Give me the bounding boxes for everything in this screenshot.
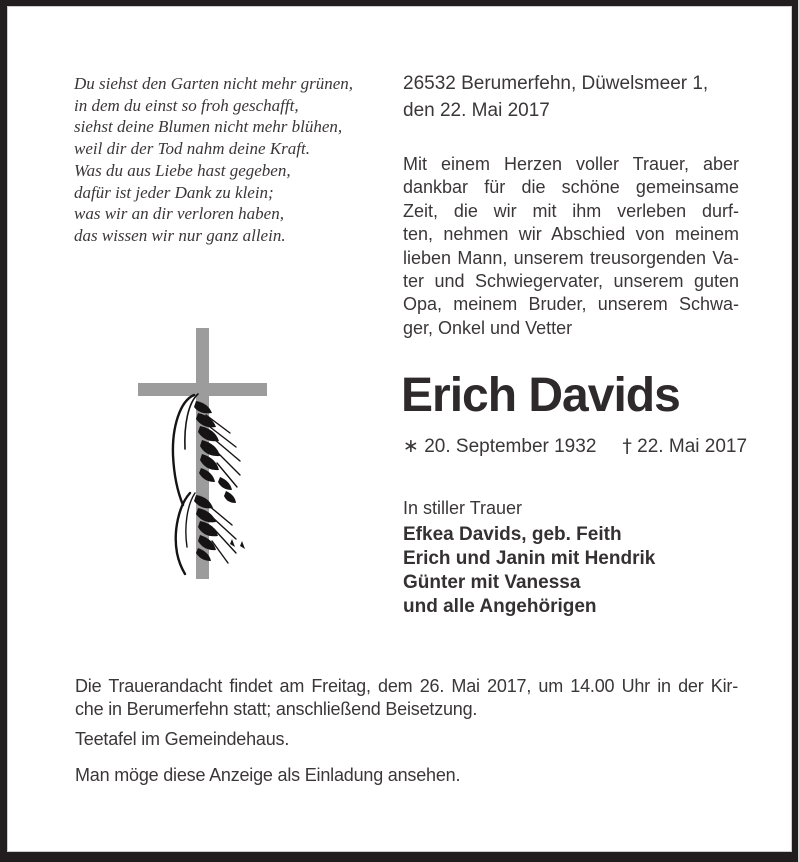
tea-note: Teetafel im Gemeindehaus. <box>75 729 290 749</box>
poem-line: in dem du einst so froh geschafft, <box>74 95 299 115</box>
death-date <box>622 436 747 457</box>
death-date-text: 22. Mai 2017 <box>637 436 748 457</box>
poem-line: siehst deine Blumen nicht mehr blühen, <box>74 117 343 137</box>
announcement-line: ter und Schwiegervater, unserem guten <box>403 271 739 292</box>
service-line: Die Trauerandacht findet am Freitag, dem 26. Mai 2017, um 14.00 Uhr in der Kir- <box>75 676 738 696</box>
mourners-names <box>403 523 743 619</box>
announcement-line: Opa, meinem Bruder, unserem Schwa- <box>403 294 739 315</box>
life-dates <box>403 435 763 458</box>
poem-line: weil dir der Tod nahm deine Kraft. <box>74 139 310 159</box>
birth-date-text: 20. September 1932 <box>424 436 597 457</box>
mourner-name: Erich und Janin mit Hendrik <box>403 548 656 569</box>
announcement-line: ger, Onkel und Vetter <box>403 317 573 338</box>
service-info <box>75 675 738 721</box>
announcement-line: lieben Mann, unserem treusorgenden Va- <box>403 247 739 268</box>
mourner-name: Efkea Davids, geb. Feith <box>403 524 622 545</box>
poem-line: Was du aus Liebe hast gegeben, <box>74 160 291 180</box>
dateline-date: den 22. Mai 2017 <box>403 99 550 121</box>
poem-line: Du siehst den Garten nicht mehr grünen, <box>74 74 354 93</box>
announcement-line: Zeit, die wir mit ihm verleben durf- <box>403 200 739 221</box>
memorial-poem <box>74 73 404 247</box>
birth-date <box>403 436 596 457</box>
announcement-line: Mit einem Herzen voller Trauer, aber <box>403 154 739 174</box>
announcement-paragraph <box>403 153 739 340</box>
poem-line: dafür ist jeder Dank zu klein; <box>74 182 274 202</box>
dateline <box>403 71 743 124</box>
poem-line: das wissen wir nur ganz allein. <box>74 225 286 245</box>
service-line: che in Berumerfehn statt; anschließend Beisetzung. <box>75 699 478 719</box>
mourner-name: und alle Angehörigen <box>403 596 597 617</box>
dateline-address: 26532 Berumerfehn, Düwelsmeer 1, <box>403 73 709 94</box>
born-star-icon: ∗ <box>403 435 419 457</box>
obituary-page <box>8 7 791 851</box>
mourner-name: Günter mit Vanessa <box>403 572 581 593</box>
mourners-intro: In stiller Trauer <box>403 498 523 518</box>
invitation-note: Man möge diese Anzeige als Einladung ansehen. <box>75 765 461 785</box>
wheat-icon <box>154 389 258 577</box>
announcement-line: ten, nehmen wir Abschied von meinem <box>403 224 739 245</box>
dagger-icon: † <box>622 435 632 457</box>
poem-line: was wir an dir verloren haben, <box>74 204 284 224</box>
announcement-line: dankbar für die schöne gemeinsame <box>403 177 739 198</box>
deceased-name: Erich Davids <box>401 369 680 422</box>
